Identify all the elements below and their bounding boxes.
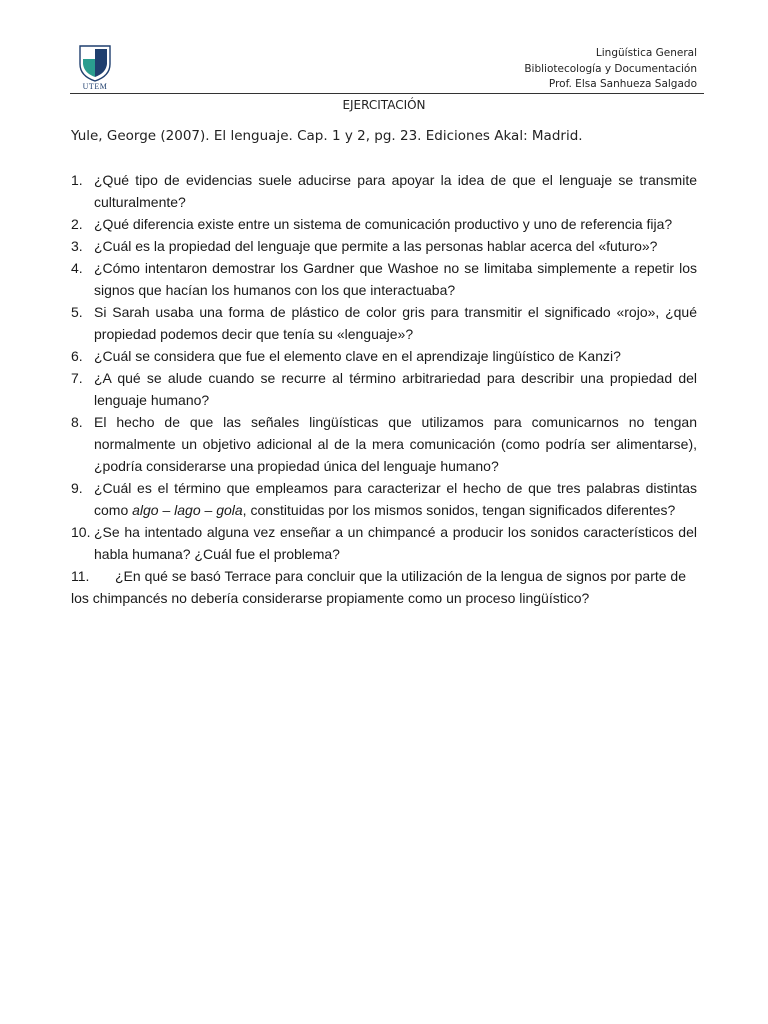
item-text: ¿Se ha intentado alguna vez enseñar a un chimpancé a producir los sonidos característicos del habla humana? ¿Cuál fue el problema? bbox=[94, 524, 697, 562]
item-number: 2. bbox=[71, 216, 83, 232]
list-item bbox=[71, 521, 697, 565]
professor-name: Prof. Elsa Sanhueza Salgado bbox=[548, 78, 697, 90]
utem-logo bbox=[78, 44, 112, 92]
item-number: 4. bbox=[71, 260, 83, 276]
list-item bbox=[71, 213, 697, 235]
program-name: Bibliotecología y Documentación bbox=[524, 62, 697, 75]
list-item bbox=[71, 301, 697, 345]
item-text: El hecho de que las señales lingüísticas que utilizamos para comunicarnos no tengan normalmente un objetivo adicional al de la mera comunicación (como podría ser alimentarse), ¿podría considerarse una propiedad única del lenguaje humano? bbox=[94, 414, 697, 474]
item-number: 9. bbox=[71, 480, 83, 496]
header-info bbox=[524, 46, 697, 93]
item-text: ¿A qué se alude cuando se recurre al término arbitrariedad para describir una propiedad del lenguaje humano? bbox=[94, 370, 697, 408]
item-text-italic: algo – lago – gola bbox=[132, 502, 243, 518]
list-item bbox=[71, 411, 697, 477]
item-text: ¿Cómo intentaron demostrar los Gardner que Washoe no se limitaba simplemente a repetir los signos que hacían los humanos con los que interactuaba? bbox=[94, 260, 697, 298]
list-item bbox=[71, 367, 697, 411]
page-title: EJERCITACIÓN bbox=[342, 98, 426, 112]
item-text: ¿Qué tipo de evidencias suele aducirse para apoyar la idea de que el lenguaje se transmite culturalmente? bbox=[94, 172, 697, 210]
item-text-end: , constituidas por los mismos sonidos, tengan significados diferentes? bbox=[242, 502, 676, 518]
logo-wordmark: UTEM bbox=[82, 82, 108, 91]
list-item bbox=[71, 257, 697, 301]
list-item bbox=[71, 477, 697, 521]
list-item bbox=[71, 345, 697, 367]
utem-shield-icon bbox=[78, 44, 112, 82]
question-list bbox=[71, 169, 697, 609]
course-name: Lingüística General bbox=[595, 47, 697, 59]
item-number: 6. bbox=[71, 348, 83, 364]
item-number: 3. bbox=[71, 238, 83, 254]
item-number: 1. bbox=[71, 172, 83, 188]
item-text: ¿Cuál es la propiedad del lenguaje que permite a las personas hablar acerca del «futuro»? bbox=[94, 238, 658, 254]
list-item bbox=[71, 235, 697, 257]
list-item bbox=[71, 169, 697, 213]
item-number: 10. bbox=[71, 524, 91, 540]
header-divider bbox=[70, 93, 704, 94]
item-text: ¿Qué diferencia existe entre un sistema de comunicación productivo y uno de referencia fija? bbox=[94, 216, 673, 232]
item-number: 11. bbox=[71, 568, 90, 584]
bibliographic-reference: Yule, George (2007). El lenguaje. Cap. 1 y 2, pg. 23. Ediciones Akal: Madrid. bbox=[71, 128, 583, 144]
item-number: 7. bbox=[71, 370, 83, 386]
item-number: 5. bbox=[71, 304, 83, 320]
list-item bbox=[71, 565, 697, 609]
item-text: Si Sarah usaba una forma de plástico de color gris para transmitir el significado «rojo», ¿qué propiedad podemos decir que tenía su «lenguaje»? bbox=[94, 304, 697, 342]
item-text: ¿En qué se basó Terrace para concluir que la utilización de la lengua de signos por parte de los chimpancés no debería considerarse propiamente como un proceso lingüístico? bbox=[71, 568, 686, 606]
item-number: 8. bbox=[71, 414, 83, 430]
item-text-start: ¿Cuál es el término que empleamos para caracterizar el hecho de que tres palabras distintas como bbox=[94, 480, 697, 518]
item-text: ¿Cuál se considera que fue el elemento clave en el aprendizaje lingüístico de Kanzi? bbox=[94, 348, 621, 364]
